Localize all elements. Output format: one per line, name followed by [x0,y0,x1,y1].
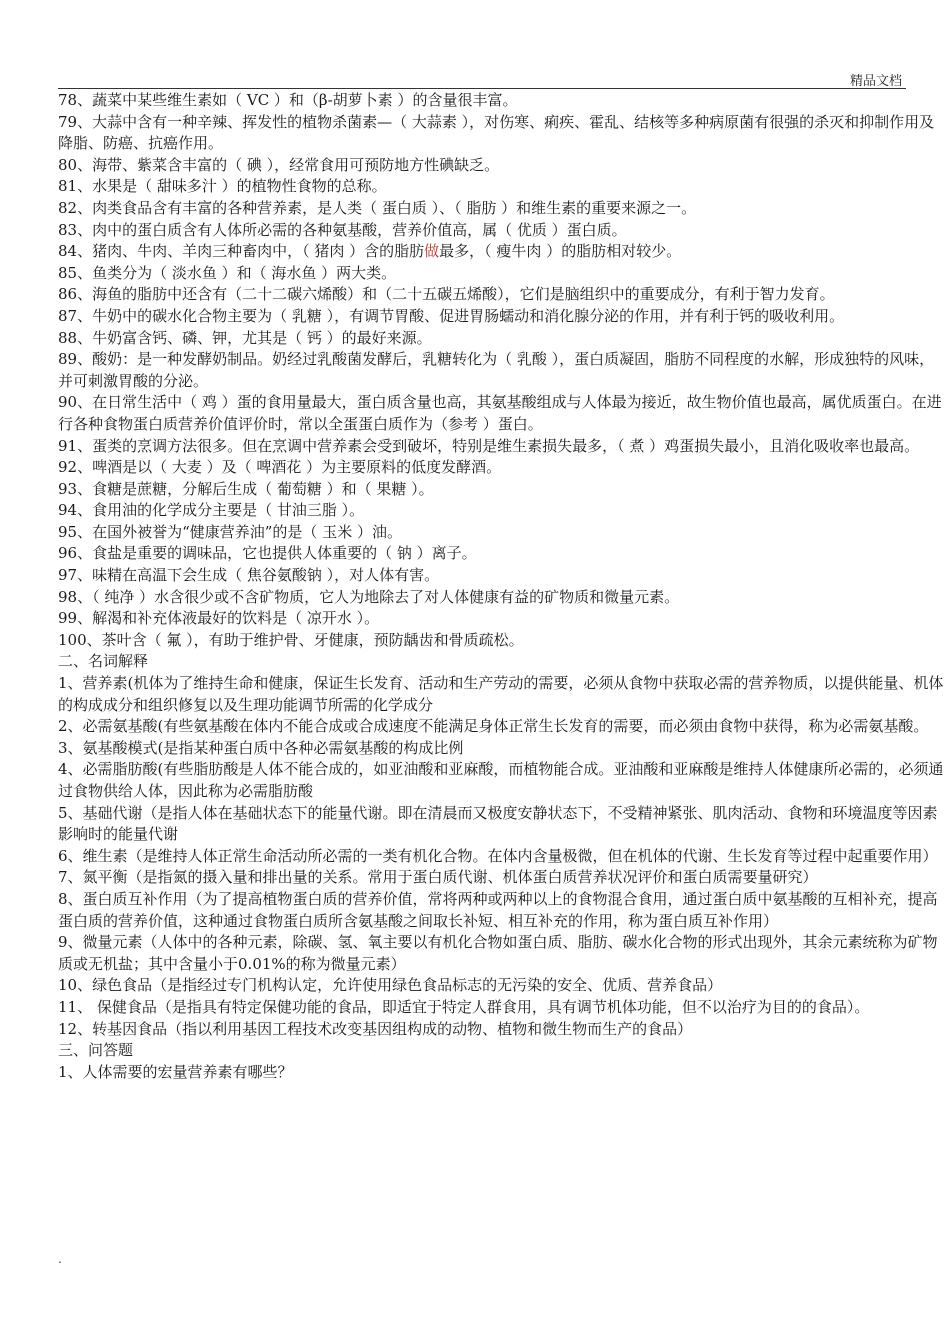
item-92: 92、啤酒是以（ 大麦 ）及（ 啤酒花 ）为主要原料的低度发酵酒。 [58,458,502,477]
item-87: 87、牛奶中的碳水化合物主要为（ 乳糖 ），有调节胃酸、促进胃肠蠕动和消化腺分泌的作用，并有利于钙的吸收利用。 [58,306,845,325]
item-84-text-before: 84、猪肉、牛肉、羊肉三种畜肉中，（ 猪肉 ）含的脂肪 [58,242,425,261]
section-heading-definitions: 二、名词解释 [58,652,149,671]
item-84-text-after: 最多，（ 瘦牛肉 ）的脂肪相对较少。 [439,242,682,261]
definition-1: 1、营养素(机体为了维持生命和健康，保证生长发育、活动和生产劳动的需要，必须从食物中获取必需的营养物质，以提供能量、机体的构成成分和组织修复以及生理功能调节所需的化学成分 [58,674,944,714]
definition-9: 9、微量元素（人体中的各种元素，除碳、氢、氧主要以有机化合物如蛋白质、脂肪、碳水化合物的形式出现外，其余元素统称为矿物质或无机盐；其中含量小于0.01%的称为微量元素） [58,933,938,973]
definition-12: 12、转基因食品（指以利用基因工程技术改变基因组构成的动物、植物和微生物而生产的食品） [58,1019,693,1038]
definition-6: 6、维生素（是维持人体正常生命活动所必需的一类有机化合物。在体内含量极微，但在机体的代谢、生长发育等过程中起重要作用） [58,846,938,865]
item-91: 91、蛋类的烹调方法很多。但在烹调中营养素会受到破坏，特别是维生素损失最多，（ 煮 ）鸡蛋损失最小，且消化吸收率也最高。 [58,436,920,455]
item-80: 80、海带、紫菜含丰富的（ 碘 ），经常食用可预防地方性碘缺乏。 [58,155,500,174]
definition-7: 7、氮平衡（是指氮的摄入量和排出量的关系。常用于蛋白质代谢、机体蛋白质营养状况评价和蛋白质需要量研究） [58,868,818,887]
item-99: 99、解渴和补充体液最好的饮料是（ 凉开水 ）。 [58,609,380,628]
item-93: 93、食糖是蔗糖，分解后生成（ 葡萄糖 ）和（ 果糖 ）。 [58,479,434,498]
definition-8: 8、蛋白质互补作用（为了提高植物蛋白质的营养价值，常将两种或两种以上的食物混合食用，通过蛋白质中氨基酸的互相补充，提高蛋白质的营养价值，这种通过食物蛋白质所含氨基酸之间取长补短、相互补充的作用，称为蛋白质互补作用） [58,889,938,930]
definition-11: 11、 保健食品（是指具有特定保健功能的食品，即适宜于特定人群食用，具有调节机体功能，但不以治疗为目的的食品）。 [58,997,870,1016]
document-body [58,90,946,1083]
item-81: 81、水果是（ 甜味多汁 ）的植物性食物的总称。 [58,177,387,196]
item-94: 94、食用油的化学成分主要是（ 甘油三脂 ）。 [58,501,365,520]
item-90: 90、在日常生活中（ 鸡 ）蛋的食用量最大，蛋白质含量也高，其氨基酸组成与人体最为接近，故生物价值也最高，属优质蛋白。在进行各种食物蛋白质营养价值评价时，常以全蛋蛋白质作为（参考 ）蛋白。 [58,393,942,433]
item-100: 100、茶叶含（ 氟 ），有助于维护骨、牙健康，预防龋齿和骨质疏松。 [58,630,524,649]
item-82: 82、肉类食品含有丰富的各种营养素，是人类（ 蛋白质 ）、（ 脂肪 ）和维生素的重要来源之一。 [58,198,697,217]
item-85: 85、鱼类分为（ 淡水鱼 ）和（ 海水鱼 ）两大类。 [58,263,397,282]
item-83: 83、肉中的蛋白质含有人体所必需的各种氨基酸，营养价值高，属（ 优质 ）蛋白质。 [58,220,627,239]
item-95: 95、在国外被誉为“健康营养油”的是（ 玉米 ）油。 [58,522,402,541]
header-label: 精品文档 [849,74,902,89]
item-97: 97、味精在高温下会生成（ 焦谷氨酸钠 ），对人体有害。 [58,566,440,585]
item-79: 79、大蒜中含有一种辛辣、挥发性的植物杀菌素—（ 大蒜素 ），对伤寒、痢疾、霍乱、结核等多种病原菌有很强的杀灭和抑制作用及降脂、防癌、抗癌作用。 [58,112,935,153]
item-78: 78、蔬菜中某些维生素如（ VC ）和（β-胡萝卜素 ）的含量很丰富。 [58,91,518,109]
section-heading-questions: 三、问答题 [58,1041,134,1060]
item-84-red-char: 做 [424,242,440,261]
item-89: 89、酸奶：是一种发酵奶制品。奶经过乳酸菌发酵后，乳糖转化为（ 乳酸 ），蛋白质凝固，脂肪不同程度的水解，形成独特的风味，并可刺激胃酸的分泌。 [58,350,935,390]
definition-3: 3、氨基酸模式(是指某种蛋白质中各种必需氨基酸的构成比例 [58,738,464,757]
definition-10: 10、绿色食品（是指经过专门机构认定，允许使用绿色食品标志的无污染的安全、优质、营养食品） [58,976,723,995]
item-86: 86、海鱼的脂肪中还含有（二十二碳六烯酸）和（二十五碳五烯酸），它们是脑组织中的重要成分，有利于智力发育。 [58,285,835,304]
footer-mark: . [58,1252,62,1266]
definition-5: 5、基础代谢（是指人体在基础状态下的能量代谢。即在清晨而又极度安静状态下，不受精神紧张、肌肉活动、食物和环境温度等因素影响时的能量代谢 [58,803,938,844]
header-divider [58,88,906,89]
question-1: 1、人体需要的宏量营养素有哪些？ [58,1062,293,1081]
item-98: 98、（ 纯净 ）水含很少或不含矿物质，它人为地除去了对人体健康有益的矿物质和微量元素。 [58,587,680,606]
item-88: 88、牛奶富含钙、磷、钾，尤其是（ 钙 ）的最好来源。 [58,328,432,347]
item-84 [58,241,946,263]
definition-2: 2、必需氨基酸(有些氨基酸在体内不能合成或合成速度不能满足身体正常生长发育的需要，而必须由食物中获得，称为必需氨基酸。 [58,717,929,736]
definition-4: 4、必需脂肪酸(有些脂肪酸是人体不能合成的，如亚油酸和亚麻酸，而植物能合成。亚油酸和亚麻酸是维持人体健康所必需的，必须通过食物供给人体，因此称为必需脂肪酸 [58,760,944,800]
item-96: 96、食盐是重要的调味品，它也提供人体重要的（ 钠 ）离子。 [58,544,477,563]
